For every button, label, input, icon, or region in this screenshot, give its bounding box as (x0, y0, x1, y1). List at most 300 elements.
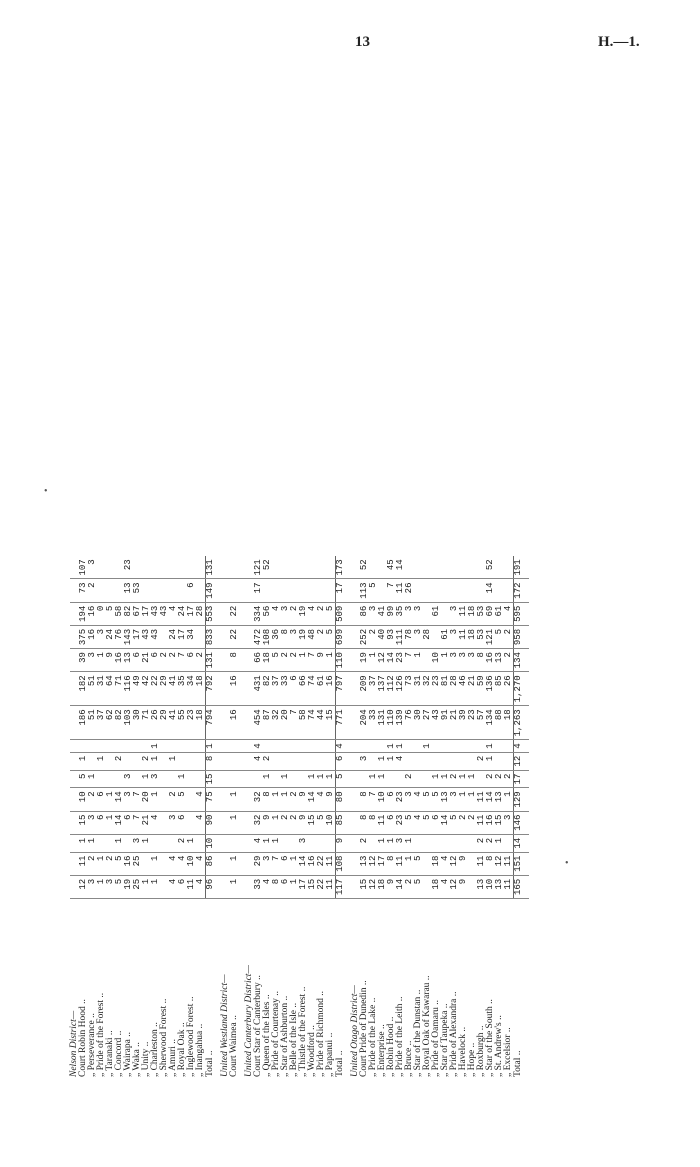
value-cell (523, 556, 529, 579)
value-cell: 86 (206, 852, 216, 875)
row-label: „ St. Andrew's .. (494, 1015, 504, 1077)
value-cell: 36 (272, 625, 281, 648)
value-cell: 14 (387, 649, 396, 672)
value-cell (97, 770, 106, 788)
value-cell: 2 (290, 788, 299, 811)
value-cell: 18 (196, 672, 206, 706)
value-cell: 3 (124, 788, 133, 811)
value-cell: 2 (369, 625, 378, 648)
value-cell: 16 (308, 852, 317, 875)
value-cell: 9 (299, 811, 308, 834)
value-cell: 3 (281, 602, 290, 625)
value-cell: 2 (106, 852, 115, 875)
value-cell: 1 (432, 770, 441, 788)
value-cell: 2 (504, 649, 514, 672)
spacer-row (523, 556, 529, 1080)
value-cell: 126 (396, 672, 405, 706)
value-cell: 66 (299, 672, 308, 706)
value-cell: 17 (514, 770, 524, 788)
value-cell: 1 (151, 752, 160, 770)
total-row (336, 556, 346, 1080)
value-cell: 1 (206, 740, 216, 752)
value-cell: 334 (254, 602, 263, 625)
value-cell (133, 740, 142, 752)
value-cell (450, 556, 459, 579)
value-cell: 5 (115, 852, 124, 875)
value-cell: 26 (504, 672, 514, 706)
value-cell (160, 740, 169, 752)
value-cell: 11 (396, 852, 405, 875)
value-cell: 2 (196, 649, 206, 672)
value-cell (308, 752, 317, 770)
value-cell: 4 (441, 852, 450, 875)
value-cell: 52 (360, 556, 369, 579)
value-cell: 25 (133, 852, 142, 875)
value-cell: 59 (477, 672, 486, 706)
value-cell: 134 (486, 706, 495, 740)
value-cell: 29 (254, 852, 263, 875)
value-cell: 13 (441, 788, 450, 811)
value-cell: 1 (88, 770, 97, 788)
value-cell: 5 (115, 875, 124, 898)
value-cell: 6 (290, 672, 299, 706)
row-label: „ Thistle of the Forest .. (298, 986, 308, 1077)
value-cell (441, 752, 450, 770)
value-cell: 3 (450, 602, 459, 625)
value-cell: 1 (405, 852, 414, 875)
value-cell (230, 770, 239, 788)
value-cell (369, 556, 378, 579)
value-cell: 5 (432, 788, 441, 811)
value-cell: 9 (106, 649, 115, 672)
value-cell: 29 (160, 672, 169, 706)
value-cell (414, 752, 423, 770)
row-label: „ Waka .. (132, 1042, 142, 1077)
value-cell: 2 (281, 811, 290, 834)
value-cell: 6 (281, 852, 290, 875)
value-cell (187, 752, 196, 770)
value-cell: 10 (79, 788, 88, 811)
value-cell: 16 (486, 811, 495, 834)
value-cell (523, 625, 529, 648)
value-cell: 99 (387, 602, 396, 625)
value-cell: 431 (254, 672, 263, 706)
value-cell: 4 (169, 875, 178, 898)
value-cell: 17 (187, 602, 196, 625)
row-label: „ Inangahua .. (195, 1023, 206, 1077)
value-cell: 209 (360, 672, 369, 706)
value-cell: 18 (468, 602, 477, 625)
value-cell: 2 (169, 649, 178, 672)
value-cell (523, 770, 529, 788)
value-cell: 53 (133, 579, 142, 602)
value-cell: 61 (441, 625, 450, 648)
value-cell (423, 770, 432, 788)
value-cell (70, 740, 79, 752)
value-cell: 16 (326, 672, 336, 706)
value-cell: 6 (178, 811, 187, 834)
value-cell: 1 (230, 788, 239, 811)
document-reference: H.—1. (598, 34, 640, 50)
value-cell (351, 834, 360, 852)
value-cell: 13 (124, 579, 133, 602)
value-cell: 58 (299, 706, 308, 740)
value-cell: 116 (124, 672, 133, 706)
value-cell: 39 (79, 649, 88, 672)
value-cell: 4 (414, 788, 423, 811)
value-cell (432, 556, 441, 579)
value-cell (459, 556, 468, 579)
value-cell (387, 770, 396, 788)
value-cell: 5 (450, 811, 459, 834)
value-cell: 90 (206, 811, 216, 834)
value-cell: 13 (495, 875, 504, 898)
value-cell: 74 (308, 706, 317, 740)
value-cell (326, 752, 336, 770)
value-cell: 37 (97, 706, 106, 740)
value-cell: 1 (169, 752, 178, 770)
value-cell: 1 (151, 788, 160, 811)
value-cell: 80 (336, 788, 346, 811)
value-cell (468, 579, 477, 602)
value-cell: 1 (79, 752, 88, 770)
value-cell: 2 (88, 852, 97, 875)
value-cell: 5 (369, 579, 378, 602)
value-cell: 8 (369, 811, 378, 834)
value-cell (245, 752, 254, 770)
value-cell: 23 (124, 556, 133, 579)
value-cell: 4 (169, 602, 178, 625)
table-row (230, 556, 239, 1080)
value-cell: 15 (206, 770, 216, 788)
value-cell: 49 (133, 672, 142, 706)
value-cell: 71 (115, 672, 124, 706)
value-cell (115, 740, 124, 752)
value-cell: 33 (369, 706, 378, 740)
value-cell: 75 (206, 788, 216, 811)
value-cell: 74 (308, 672, 317, 706)
value-cell: 61 (432, 602, 441, 625)
value-cell (272, 579, 281, 602)
value-cell: 24 (106, 625, 115, 648)
value-cell: 14 (308, 788, 317, 811)
value-cell (299, 556, 308, 579)
value-cell: 5 (326, 602, 336, 625)
value-cell: 2 (495, 770, 504, 788)
value-cell (308, 740, 317, 752)
value-cell (351, 770, 360, 788)
rotated-table-region (70, 70, 680, 1080)
row-label: „ Havelock .. (458, 1026, 468, 1077)
value-cell (414, 556, 423, 579)
value-cell: 9 (317, 649, 326, 672)
value-cell: 69 (486, 602, 495, 625)
value-cell: 86 (360, 602, 369, 625)
value-cell: 5 (178, 788, 187, 811)
value-cell: 2 (477, 834, 486, 852)
value-cell: 3 (263, 852, 272, 875)
value-cell: 7 (308, 649, 317, 672)
value-cell: 20 (142, 788, 151, 811)
spacer (523, 899, 529, 1081)
row-label: Court Robin Hood .. (78, 999, 88, 1077)
value-cell: 24 (178, 602, 187, 625)
value-cell: 5 (326, 625, 336, 648)
value-cell (106, 556, 115, 579)
value-cell: 2 (88, 788, 97, 811)
value-cell: 15 (79, 811, 88, 834)
value-cell: 17 (299, 875, 308, 898)
value-cell: 12 (495, 852, 504, 875)
row-label: „ Belle of the Isle .. (289, 1002, 299, 1077)
row-label: „ Star of Taupeka .. (440, 1003, 450, 1077)
value-cell: 1 (396, 740, 405, 752)
value-cell (272, 556, 281, 579)
value-cell: 2 (290, 649, 299, 672)
value-cell: 14 (514, 834, 524, 852)
value-cell: 23 (396, 788, 405, 811)
value-cell: 2 (290, 811, 299, 834)
value-cell (450, 752, 459, 770)
value-cell (369, 834, 378, 852)
value-cell: 91 (441, 706, 450, 740)
value-cell: 3 (106, 875, 115, 898)
value-cell: 110 (336, 649, 346, 672)
statistics-table (70, 556, 529, 1080)
value-cell: 16 (230, 672, 239, 706)
value-cell: 8 (263, 788, 272, 811)
row-label: „ Unity .. (141, 1041, 151, 1077)
value-cell (523, 706, 529, 740)
value-cell: 129 (514, 788, 524, 811)
value-cell: 3 (396, 834, 405, 852)
value-cell: 73 (79, 579, 88, 602)
value-cell (230, 740, 239, 752)
value-cell (70, 770, 79, 788)
value-cell (423, 579, 432, 602)
value-cell: 1 (378, 770, 387, 788)
value-cell: 6 (124, 811, 133, 834)
value-cell: 87 (263, 706, 272, 740)
value-cell: 9 (299, 788, 308, 811)
value-cell: 32 (254, 811, 263, 834)
value-cell: 8 (206, 752, 216, 770)
value-cell (290, 740, 299, 752)
value-cell: 2 (142, 752, 151, 770)
value-cell: 16 (88, 602, 97, 625)
value-cell: 17 (378, 852, 387, 875)
row-label: „ Taranaki .. (105, 1030, 115, 1077)
value-cell (263, 579, 272, 602)
value-cell: 43 (142, 625, 151, 648)
value-cell (70, 834, 79, 852)
value-cell: 23 (432, 672, 441, 706)
value-cell (245, 834, 254, 852)
value-cell: 15 (495, 811, 504, 834)
value-cell: 1 (272, 811, 281, 834)
value-cell: 182 (79, 672, 88, 706)
value-cell: 2 (178, 834, 187, 852)
value-cell: 1 (230, 811, 239, 834)
section-title: United Westland District— (220, 974, 230, 1077)
value-cell (142, 579, 151, 602)
value-cell: 1 (405, 834, 414, 852)
value-cell: 5 (423, 788, 432, 811)
value-cell: 2 (468, 811, 477, 834)
value-cell: 454 (254, 706, 263, 740)
value-cell: 4 (196, 811, 206, 834)
value-cell (97, 740, 106, 752)
value-cell: 797 (336, 672, 346, 706)
value-cell: 11 (477, 811, 486, 834)
value-cell (221, 834, 230, 852)
value-cell: 4 (254, 752, 263, 770)
value-cell: 1 (378, 834, 387, 852)
value-cell (523, 752, 529, 770)
value-cell: 1 (317, 770, 326, 788)
value-cell: 4 (308, 602, 317, 625)
value-cell: 1 (142, 834, 151, 852)
value-cell: 14 (441, 811, 450, 834)
value-cell: 1 (387, 834, 396, 852)
value-cell: 110 (387, 706, 396, 740)
row-label: „ Amuri .. (168, 1039, 178, 1077)
value-cell: 22 (317, 875, 326, 898)
value-cell: 2 (317, 625, 326, 648)
value-cell: 108 (263, 625, 272, 648)
value-cell: 4 (178, 852, 187, 875)
row-label: „ Enterprise .. (377, 1024, 387, 1077)
value-cell: 23 (396, 649, 405, 672)
value-cell: 8 (477, 649, 486, 672)
value-cell: 12 (378, 649, 387, 672)
value-cell (230, 556, 239, 579)
value-cell: 4 (504, 602, 514, 625)
value-cell (360, 740, 369, 752)
value-cell (396, 770, 405, 788)
value-cell: 7 (133, 788, 142, 811)
value-cell (317, 834, 326, 852)
value-cell (477, 770, 486, 788)
row-label: „ Excelsior .. (503, 1027, 514, 1077)
stray-mark: • (565, 858, 569, 869)
row-label: „ Pride of Oamaru .. (431, 999, 441, 1077)
value-cell: 2 (160, 649, 169, 672)
section-title: United Canterbury District— (244, 965, 254, 1077)
value-cell: 121 (254, 556, 263, 579)
value-cell: 12 (514, 752, 524, 770)
value-cell: 9 (336, 834, 346, 852)
value-cell: 19 (299, 625, 308, 648)
value-cell: 1 (97, 875, 106, 898)
value-cell: 21 (468, 672, 477, 706)
value-cell: 32 (423, 672, 432, 706)
value-cell: 9 (263, 811, 272, 834)
value-cell (169, 770, 178, 788)
value-cell (523, 602, 529, 625)
value-cell: 6 (97, 811, 106, 834)
value-cell: 553 (206, 602, 216, 625)
value-cell: 11 (477, 852, 486, 875)
value-cell: 16 (88, 625, 97, 648)
value-cell: 3 (124, 770, 133, 788)
value-cell: 26 (151, 706, 160, 740)
value-cell (523, 875, 529, 898)
value-cell: 4 (196, 852, 206, 875)
value-cell: 41 (378, 602, 387, 625)
value-cell: 41 (169, 672, 178, 706)
value-cell (432, 752, 441, 770)
value-cell (88, 752, 97, 770)
value-cell: 1 (263, 770, 272, 788)
value-cell: 375 (79, 625, 88, 648)
value-cell (151, 579, 160, 602)
value-cell (523, 788, 529, 811)
value-cell: 16 (124, 852, 133, 875)
value-cell: 11 (504, 852, 514, 875)
value-cell: 112 (387, 672, 396, 706)
value-cell: 11 (378, 811, 387, 834)
value-cell: 2 (115, 752, 124, 770)
value-cell: 13 (360, 852, 369, 875)
value-cell: 1 (468, 770, 477, 788)
value-cell: 3 (299, 834, 308, 852)
value-cell: 9 (387, 875, 396, 898)
value-cell: 8 (272, 875, 281, 898)
value-cell: 1 (272, 834, 281, 852)
value-cell: 2 (450, 770, 459, 788)
value-cell: 24 (169, 625, 178, 648)
total-row (206, 556, 216, 1080)
value-cell: 55 (178, 706, 187, 740)
value-cell (450, 579, 459, 602)
row-label: Court Pride of Dunedin .. (359, 980, 369, 1077)
value-cell: 14 (396, 556, 405, 579)
value-cell: 21 (142, 811, 151, 834)
value-cell: 37 (369, 672, 378, 706)
value-cell: 191 (514, 556, 524, 579)
value-cell: 4 (196, 788, 206, 811)
value-cell (459, 579, 468, 602)
value-cell (299, 770, 308, 788)
value-cell (290, 770, 299, 788)
value-cell (441, 740, 450, 752)
value-cell: 16 (486, 649, 495, 672)
value-cell: 1,270 (514, 672, 524, 706)
value-cell: 1 (387, 740, 396, 752)
value-cell (523, 834, 529, 852)
row-label: „ Concord .. (114, 1030, 124, 1077)
row-label: „ Pride of Alexandra .. (449, 991, 459, 1077)
value-cell (523, 649, 529, 672)
value-cell: 3 (405, 788, 414, 811)
value-cell: 7 (369, 788, 378, 811)
value-cell: 22 (230, 625, 239, 648)
row-label: „ Papanui .. (325, 1032, 336, 1077)
value-cell: 1 (106, 811, 115, 834)
value-cell: 509 (336, 602, 346, 625)
value-cell: 9 (459, 875, 468, 898)
value-cell: 21 (450, 706, 459, 740)
value-cell (495, 752, 504, 770)
value-cell (160, 579, 169, 602)
value-cell: 1 (230, 875, 239, 898)
value-cell: 43 (151, 625, 160, 648)
value-cell (230, 579, 239, 602)
value-cell: 17 (133, 625, 142, 648)
value-cell: 13 (124, 649, 133, 672)
value-cell: 33 (254, 875, 263, 898)
